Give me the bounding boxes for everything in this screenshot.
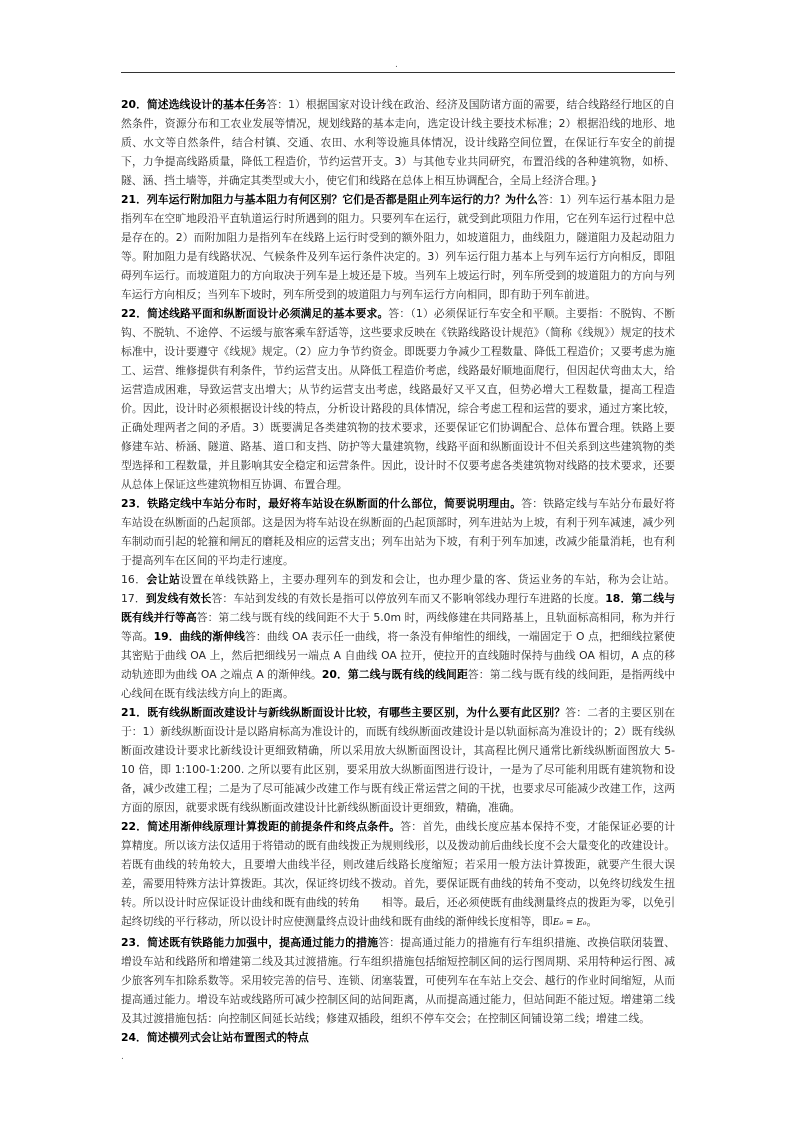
question-heading: 24．简述横列式会让站布置图式的特点 xyxy=(121,1031,309,1044)
question-heading: 22．简述线路平面和纵断面设计必须满足的基本要求。 xyxy=(121,307,389,320)
answer-text: 答：二者的主要区别在于：1）新线纵断面设计是以路肩标高为准设计的，而既有线纵断面改建设计是以轨面标高为准设计的；2）既有线纵断面改建设计要求比新线设计更细致精确，所以采用放大纵断面图设计，其高程比例尺通常比新线纵断面图放大 5-10 倍，即 1:100-1:200. 之所以要有此区别，要采用放大纵断面图进行设计，一是为了尽可能利用既有建筑物和设备，减少改建工程；二是为了尽可能减少改建工作与既有线正常运营之间的干扰，也要求尽可能减少改建工作，这两方面的原因，就要求既有线纵断面改建设计比新线纵断面设计更细致，精确，准确。 xyxy=(121,706,675,814)
qa-paragraph xyxy=(121,933,675,1028)
document-body xyxy=(121,95,675,1047)
question-heading: 23．简述既有铁路能力加强中，提高通过能力的措施 xyxy=(121,936,379,949)
answer-text: 答：首先，曲线长度应基本保持不变，才能保证必要的计算精度。所以该方法仅适用于将错动的既有曲线拨正为规则线形，以及拨动前后曲线长度不会大量变化的改建设计。若既有曲线的转角较大，且要增大曲线半径，则改建后线路长度缩短；若采用一般方法计算拨距，就要产生很大误差，需要用特殊方法计算拨距。其次，保证终切线不拨动。首先，要保证既有曲线的转角不变动，以免终切线发生扭转。所以设计时应保证设计曲线和既有曲线的转角 相等。最后，还必须使既有曲线测量终点的拨距为零，以免引起终切线的平行移动，所以设计时应使测量终点设计曲线和既有曲线的渐伸线长度相等，即 xyxy=(121,820,675,928)
footer-mark: . xyxy=(121,1052,124,1062)
formula-text: E₀ = E₀ xyxy=(552,918,587,928)
answer-text: 设置在单线铁路上，主要办理列车的到发和会让，也办理少量的客、货运业务的车站，称为会让站。17． xyxy=(121,573,675,605)
answer-text: 答：曲线 OA 表示任一曲线，将一条没有伸缩性的细线，一端固定于 O 点，把细线拉紧使其密贴于曲线 OA 上，然后把细线另一端点 A 自曲线 OA 拉开，使拉开的直线随时保持与曲线 OA 相切，A 点的移动轨迹即为曲线 OA 之端点 A 的渐伸线。 xyxy=(121,630,675,681)
question-heading: 到发线有效长 xyxy=(145,592,212,605)
question-heading: 21．既有线纵断面改建设计与新线纵断面设计比较，有哪些主要区别，为什么要有此区别？ xyxy=(121,706,566,719)
question-heading: 21．列车运行附加阻力与基本阻力有何区别？它们是否都是阻止列车运行的力？为什么 xyxy=(121,193,538,206)
answer-text: 答：铁路定线与车站分布最好将车站设在纵断面的凸起顶部。这是因为将车站设在纵断面的凸起顶部时，列车进站为上坡，有利于列车减速，减少列车制动而引起的轮箍和闸瓦的磨耗及相应的运营支出；列车出站为下坡，有利于列车加速，改减少能量消耗，也有利于提高列车在区间的平均走行速度。 xyxy=(121,497,675,567)
question-heading: 20．简述选线设计的基本任务 xyxy=(121,98,267,111)
header-rule xyxy=(121,72,675,73)
answer-text: 答：车站到发线的有效长是指可以停放列车而又不影响邻线办理行车进路的长度。 xyxy=(211,592,606,605)
qa-paragraph xyxy=(121,570,675,703)
question-heading: 18．第二线与既有线并行等高 xyxy=(121,592,676,624)
question-heading: 20．第二线与既有线的线间距 xyxy=(321,668,468,681)
qa-paragraph xyxy=(121,817,675,933)
question-heading: 22．简述用渐伸线原理计算拨距的前提条件和终点条件。 xyxy=(121,820,401,833)
question-heading: 19．曲线的渐伸线 xyxy=(153,630,245,643)
qa-paragraph xyxy=(121,494,675,570)
answer-text: 答：提高通过能力的措施有行车组织措施、改换信联闭装置、增设车站和线路所和增建第二线及其过渡措施。行车组织措施包括缩短控制区间的运行图周期、采用特种运行图、减少旅客列车扣除系数等。采用较完善的信号、连锁、闭塞装置，可使列车在车站上交会、越行的作业时间缩短，从而提高通过能力。增设车站或线路所可减少控制区间的站间距离，从而提高通过能力，但站间距不能过短。增建第二线及其过渡措施包括：向控制区间延长站线；修建双插段，组织不停车交会；在控制区间铺设第二线；增建二线。 xyxy=(121,936,675,1025)
header-mark: . xyxy=(395,60,398,70)
qa-paragraph xyxy=(121,304,675,494)
answer-text: 答：第二线与既有线的线间距，是指两线中心线间在既有线法线方向上的距离。 xyxy=(121,668,676,700)
answer-text: 16． xyxy=(121,573,147,586)
qa-paragraph xyxy=(121,703,675,817)
answer-text: 答：1）列车运行基本阻力是指列车在空旷地段沿平直轨道运行时所遇到的阻力。只要列车在运行，就受到此项阻力作用，它在列车运行过程中总是存在的。2）而附加阻力是指列车在线路上运行时受到的额外阻力，如坡道阻力，曲线阻力，隧道阻力及起动阻力等。附加阻力是有线路状况、气候条件及列车运行条件决定的。3）列车运行阻力基本上与列车运行方向相反，即阻碍列车运行。而坡道阻力的方向取决于列车是上坡还是下坡。当列车上坡运行时，列车所受到的坡道阻力的方向与列车运行方向相反；当列车下坡时，列车所受到的坡道阻力与列车运行方向相同，即有助于列车前进。 xyxy=(121,193,675,301)
answer-text: 。 xyxy=(586,915,598,928)
qa-paragraph xyxy=(121,1028,675,1047)
answer-text: 答：1）根据国家对设计线在政治、经济及国防诸方面的需要，结合线路经行地区的自然条件，资源分布和工农业发展等情况，规划线路的基本走向，选定设计线主要技术标准；2）根据沿线的地形、地质、水文等自然条件，结合村镇、交通、农田、水利等设施具体情况，设计线路空间位置，在保证行车安全的前提下，力争提高线路质量，降低工程造价，节约运营开支。3）与其他专业共同研究，布置沿线的各种建筑物，如桥、隧、涵、挡土墙等，并确定其类型或大小，使它们和线路在总体上相互协调配合，全局上经济合理。} xyxy=(121,98,675,187)
qa-paragraph xyxy=(121,190,675,304)
answer-text: 答：（1）必须保证行车安全和平顺。主要指：不脱钩、不断钩、不脱轨、不途停、不运缓与旅客乘车舒适等，这些要求反映在《铁路线路设计规范》（简称《线规》）规定的技术标准中，设计要遵守《线规》规定。（2）应力争节约资金。即既要力争减少工程数量、降低工程造价；又要考虑为施工、运营、维修提供有利条件，节约运营支出。从降低工程造价考虑，线路最好顺地面爬行，但因起伏弯曲太大，给运营造成困难，导致运营支出增大；从节约运营支出考虑，线路最好又平又直，但势必增大工程数量，提高工程造价。因此，设计时必须根据设计线的特点，分析设计路段的具体情况，综合考虑工程和运营的要求，通过方案比较，正确处理两者之间的矛盾。3）既要满足各类建筑物的技术要求，还要保证它们协调配合、总体布置合理。铁路上要修建车站、桥涵、隧道、路基、道口和支挡、防护等大量建筑物，线路平面和纵断面设计不但关系到这些建筑物的类型选择和工程数量，并且影响其安全稳定和运营条件。因此，设计时不仅要考虑各类建筑物对线路的技术要求，还要从总体上保证这些建筑物相互协调、布置合理。 xyxy=(121,307,676,491)
answer-text: 答：第二线与既有线的线间距不大于 5.0m 时，两线修建在共同路基上，且轨面标高相同，称为并行等高。 xyxy=(121,611,675,643)
question-heading: 23．铁路定线中车站分布时，最好将车站设在纵断面的什么部位，简要说明理由。 xyxy=(121,497,522,510)
qa-paragraph xyxy=(121,95,675,190)
question-heading: 会让站 xyxy=(146,573,181,586)
